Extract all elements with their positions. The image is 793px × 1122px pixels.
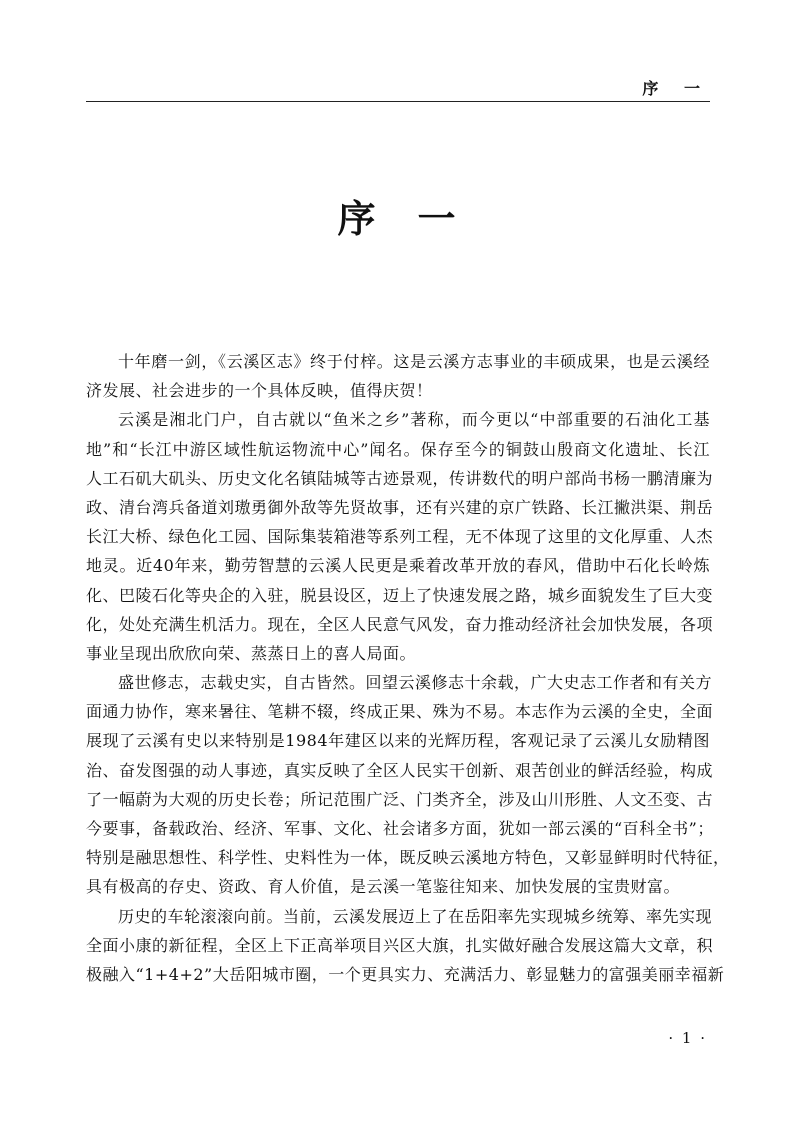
text-line: 地灵。近40年来，勤劳智慧的云溪人民更是乘着改革开放的春风，借助中石化长岭炼 xyxy=(86,556,710,576)
text-line: 面通力协作，寒来暑往、笔耕不辍，终成正果、殊为不易。本志作为云溪的全史，全面 xyxy=(86,702,714,722)
paragraph xyxy=(86,347,710,405)
text-line: 政、清台湾兵备道刘璈勇御外敌等先贤故事，还有兴建的京广铁路、长江撇洪渠、荆岳 xyxy=(86,497,714,517)
paragraph xyxy=(86,405,714,668)
text-line: 地”和“长江中游区域性航运物流中心”闻名。保存至今的铜鼓山殷商文化遗址、长江 xyxy=(86,439,710,459)
text-line: 济发展、社会进步的一个具体反映，值得庆贺！ xyxy=(86,381,433,401)
text-line: 长江大桥、绿色化工园、国际集装箱港等系列工程，无不体现了这里的文化厚重、人杰 xyxy=(86,527,714,547)
running-header-title: 序 一 xyxy=(642,79,710,98)
text-line: 化，处处充满生机活力。现在，全区人民意气风发，奋力推动经济社会加快发展，各项 xyxy=(86,614,714,634)
text-line: 了一幅蔚为大观的历史长卷；所记范围广泛、门类齐全，涉及山川形胜、人文丕变、古 xyxy=(86,789,714,809)
text-line: 历史的车轮滚滚向前。当前，云溪发展迈上了在岳阳率先实现城乡统筹、率先实现 xyxy=(118,906,713,926)
header-rule xyxy=(86,101,710,102)
text-line: 盛世修志，志载史实，自古皆然。回望云溪修志十余载，广大史志工作者和有关方 xyxy=(118,673,713,693)
text-line: 今要事，备载政治、经济、军事、文化、社会诸多方面，犹如一部云溪的“百科全书”； xyxy=(86,819,714,838)
text-line: 化、巴陵石化等央企的入驻，脱县设区，迈上了快速发展之路，城乡面貌发生了巨大变 xyxy=(86,585,714,605)
paragraph xyxy=(86,902,725,990)
paragraph xyxy=(86,668,730,902)
text-line: 展现了云溪有史以来特别是1984年建区以来的光辉历程，客观记录了云溪儿女励精图 xyxy=(86,731,710,751)
preface-body xyxy=(86,347,730,989)
text-line: 全面小康的新征程，全区上下正高举项目兴区大旗，扎实做好融合发展这篇大文章，积 xyxy=(86,935,714,955)
text-line: 具有极高的存史、资政、育人价值，是云溪一笔鉴往知来、加快发展的宝贵财富。 xyxy=(86,877,681,897)
text-line: 极融入“1+4+2”大岳阳城市圈，一个更具实力、充满活力、彰显魅力的富强美丽幸福新 xyxy=(86,964,725,984)
text-line: 事业呈现出欣欣向荣、蒸蒸日上的喜人局面。 xyxy=(86,643,417,663)
text-line: 十年磨一剑，《云溪区志》终于付梓。这是云溪方志事业的丰硕成果，也是云溪经 xyxy=(118,352,710,371)
text-line: 云溪是湘北门户，自古就以“鱼米之乡”著称，而今更以“中部重要的石油化工基 xyxy=(118,410,710,430)
chapter-title: 序一 xyxy=(337,197,498,241)
text-line: 人工石矶大矶头、历史文化名镇陆城等古迹景观，传讲数代的明户部尚书杨一鹏清廉为 xyxy=(86,468,714,488)
text-line: 特别是融思想性、科学性、史料性为一体，既反映云溪地方特色，又彰显鲜明时代特征， xyxy=(86,848,730,868)
text-line: 治、奋发图强的动人事迹，真实反映了全区人民实干创新、艰苦创业的鲜活经验，构成 xyxy=(86,760,714,780)
page-number: · 1 · xyxy=(668,1029,707,1047)
